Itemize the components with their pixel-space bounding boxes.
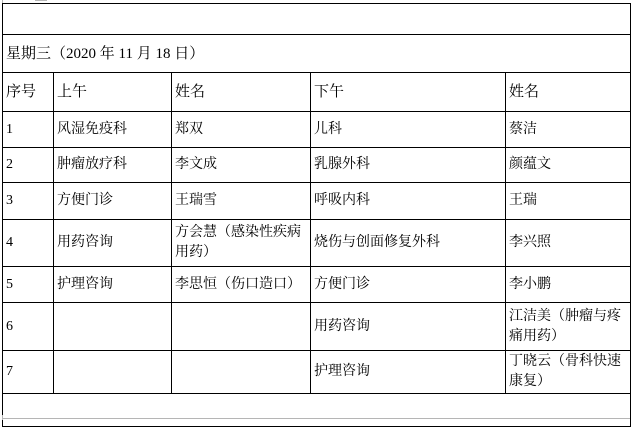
table-row xyxy=(3,183,631,220)
empty-top-row xyxy=(3,4,631,35)
cell-am-dept: 护理咨询 xyxy=(54,267,172,303)
table-row xyxy=(3,303,631,351)
cell-no: 7 xyxy=(3,351,54,394)
col-header-am-name: 姓名 xyxy=(172,73,311,112)
cell-am-dept: 用药咨询 xyxy=(54,220,172,267)
cell-am-name xyxy=(172,351,311,394)
cell-am-dept: 肿瘤放疗科 xyxy=(54,148,172,183)
cell-pm-name: 李小鹏 xyxy=(506,267,631,303)
header-row xyxy=(3,73,631,112)
cell-pm-name: 蔡洁 xyxy=(506,112,631,148)
crop-artifact xyxy=(2,0,3,3)
cell-pm-dept: 方便门诊 xyxy=(311,267,506,303)
cell-am-dept: 风湿免疫科 xyxy=(54,112,172,148)
cell-pm-name: 丁晓云（骨科快速康复） xyxy=(506,351,631,394)
cell-no: 2 xyxy=(3,148,54,183)
col-header-pm-name: 姓名 xyxy=(506,73,631,112)
col-header-no: 序号 xyxy=(3,73,54,112)
cell-no: 4 xyxy=(3,220,54,267)
cell-pm-dept: 儿科 xyxy=(311,112,506,148)
empty-cell xyxy=(3,394,631,427)
cell-am-name: 方会慧（感染性疾病用药） xyxy=(172,220,311,267)
cell-am-dept: 方便门诊 xyxy=(54,183,172,220)
cell-am-dept xyxy=(54,351,172,394)
title-row xyxy=(3,35,631,73)
table-row xyxy=(3,267,631,303)
cell-pm-dept: 用药咨询 xyxy=(311,303,506,351)
cell-pm-name: 王瑞 xyxy=(506,183,631,220)
cell-no: 5 xyxy=(3,267,54,303)
cell-am-dept xyxy=(54,303,172,351)
cell-no: 3 xyxy=(3,183,54,220)
cell-am-name: 李文成 xyxy=(172,148,311,183)
weekday-title: 星期三（2020 年 11 月 18 日） xyxy=(3,35,631,73)
table-row xyxy=(3,148,631,183)
crop-artifact xyxy=(35,0,47,1)
cell-am-name: 王瑞雪 xyxy=(172,183,311,220)
cell-pm-dept: 呼吸内科 xyxy=(311,183,506,220)
crop-artifact xyxy=(2,418,630,419)
cell-pm-dept: 护理咨询 xyxy=(311,351,506,394)
empty-bottom-row xyxy=(3,394,631,427)
empty-cell xyxy=(3,4,631,35)
col-header-pm: 下午 xyxy=(311,73,506,112)
duty-schedule-table xyxy=(2,3,631,427)
col-header-am: 上午 xyxy=(54,73,172,112)
cell-no: 6 xyxy=(3,303,54,351)
cell-no: 1 xyxy=(3,112,54,148)
cell-am-name xyxy=(172,303,311,351)
cell-pm-name: 江洁美（肿瘤与疼痛用药） xyxy=(506,303,631,351)
table-row xyxy=(3,351,631,394)
cell-am-name: 郑双 xyxy=(172,112,311,148)
cell-pm-name: 颜蕴文 xyxy=(506,148,631,183)
cell-pm-dept: 烧伤与创面修复外科 xyxy=(311,220,506,267)
crop-artifact xyxy=(2,415,3,420)
cell-pm-name: 李兴照 xyxy=(506,220,631,267)
table-row xyxy=(3,112,631,148)
table-row xyxy=(3,220,631,267)
cell-pm-dept: 乳腺外科 xyxy=(311,148,506,183)
cell-am-name: 李思恒（伤口造口） xyxy=(172,267,311,303)
